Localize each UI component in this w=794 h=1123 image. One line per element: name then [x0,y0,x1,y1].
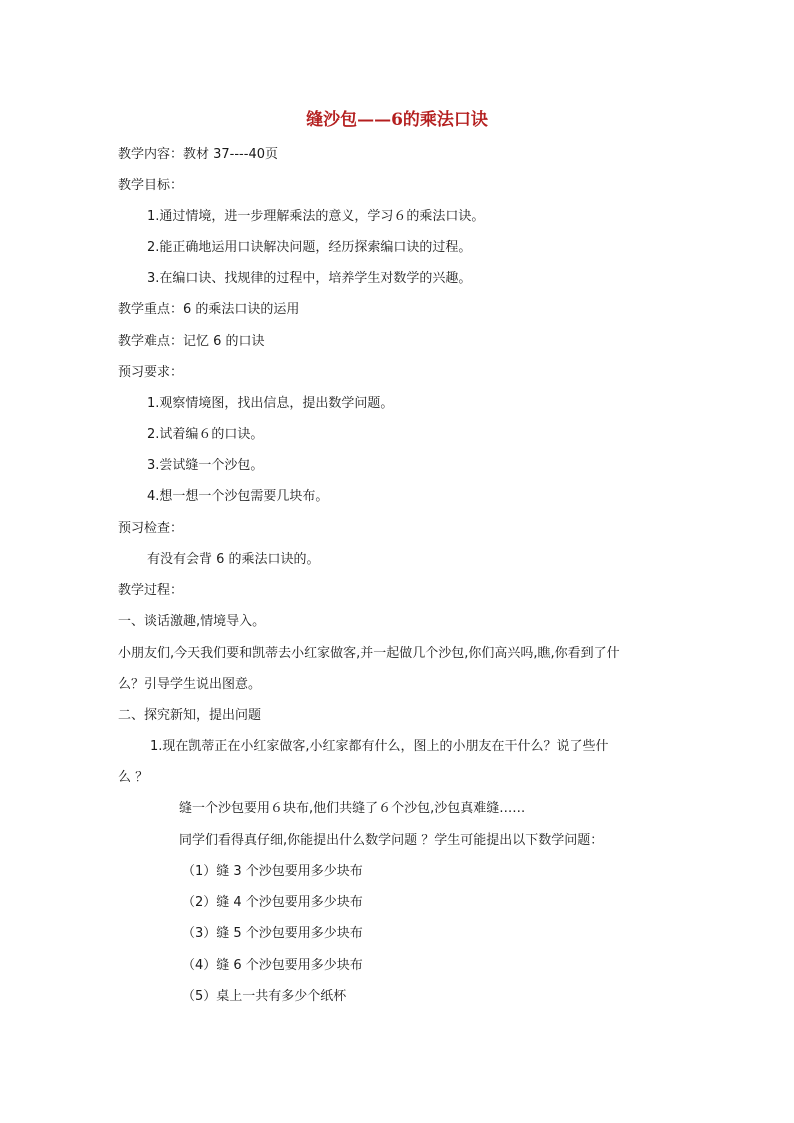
question-item-2: （2）缝 4 个沙包要用多少块布 [182,895,363,910]
question-item-5: （5）桌上一共有多少个纸杯 [182,989,347,1004]
preview-check-heading: 预习检查： [118,521,184,536]
preview-check-text: 有没有会背 6 的乘法口诀的。 [147,552,320,567]
key-point-line: 教学重点：6 的乘法口诀的运用 [118,302,300,317]
teaching-process-heading: 教学过程： [118,583,184,598]
explore-item-1-line-2: 么 ？ [118,770,149,785]
difficulty-line: 教学难点：记忆 6 的口诀 [118,334,265,349]
preview-item-2: 2.试着编６的口诀。 [147,427,264,442]
section-two-heading: 二、探究新知，提出问题 [118,708,262,723]
preview-item-3: 3.尝试缝一个沙包。 [147,458,264,473]
question-item-1: （1）缝 3 个沙包要用多少块布 [182,864,363,879]
scenario-text: 缝一个沙包要用６块布,他们共缝了６个沙包,沙包真难缝…… [179,801,526,816]
preview-requirements-heading: 预习要求： [118,365,184,380]
goal-item-1: 1.通过情境，进一步理解乘法的意义，学习６的乘法口诀。 [147,209,485,224]
question-item-4: （4）缝 6 个沙包要用多少块布 [182,958,363,973]
document-title: 缝沙包——6的乘法口诀 [306,110,488,130]
goal-item-2: 2.能正确地运用口诀解决问题，经历探索编口诀的过程。 [147,240,472,255]
question-prompt: 同学们看得真仔细,你能提出什么数学问题 ？学生可能提出以下数学问题： [179,833,604,848]
teaching-content-line: 教学内容：教材 37----40页 [118,147,278,162]
preview-item-4: 4.想一想一个沙包需要几块布。 [147,489,329,504]
intro-paragraph-line-2: 么？引导学生说出图意。 [118,677,262,692]
intro-paragraph-line-1: 小朋友们,今天我们要和凯蒂去小红家做客,并一起做几个沙包,你们高兴吗,瞧,你看到了什 [118,646,620,661]
teaching-goals-heading: 教学目标： [118,178,184,193]
preview-item-1: 1.观察情境图，找出信息，提出数学问题。 [147,396,394,411]
explore-item-1-line-1: 1.现在凯蒂正在小红家做客,小红家都有什么，图上的小朋友在干什么？说了些什 [150,739,609,754]
goal-item-3: 3.在编口诀、找规律的过程中，培养学生对数学的兴趣。 [147,271,472,286]
section-one-heading: 一、谈话激趣,情境导入。 [118,614,266,629]
question-item-3: （3）缝 5 个沙包要用多少块布 [182,926,363,941]
